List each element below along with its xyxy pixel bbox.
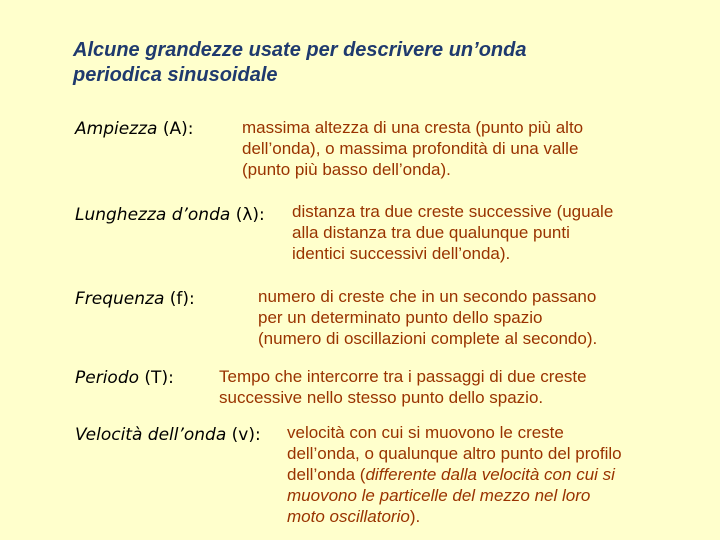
definition-text: dell’onda ( xyxy=(287,465,366,484)
term-label: Lunghezza d’onda xyxy=(75,205,231,225)
definition-frequenza xyxy=(258,286,597,349)
definition-italic-text: differente dalla velocità con cui si xyxy=(365,465,615,484)
definition-ampiezza xyxy=(242,117,583,180)
definition-line: Tempo che intercorre tra i passaggi di due creste xyxy=(219,367,587,386)
term-symbol: (v): xyxy=(231,425,261,445)
definition-line: identici successivi dell’onda). xyxy=(292,244,511,263)
term-periodo xyxy=(75,368,174,388)
term-symbol: (A): xyxy=(162,119,194,139)
definition-line xyxy=(287,506,622,527)
definition-velocita-onda xyxy=(287,422,622,527)
term-label: Frequenza xyxy=(75,289,165,309)
page-title xyxy=(73,38,673,88)
definition-line: successive nello stesso punto dello spazio. xyxy=(219,388,544,407)
definition-line xyxy=(287,464,622,485)
definition-line: massima altezza di una cresta (punto più alto xyxy=(242,118,584,137)
definition-lunghezza-onda xyxy=(292,201,613,264)
definition-line: distanza tra due creste successive (uguale xyxy=(292,202,614,221)
definition-line: dell’onda, o qualunque altro punto del profilo xyxy=(287,444,622,463)
term-lunghezza-onda xyxy=(75,205,265,225)
term-label: Velocità dell’onda xyxy=(75,425,227,445)
term-ampiezza xyxy=(75,119,193,139)
title-line-1: Alcune grandezze usate per descrivere un’onda xyxy=(73,39,527,61)
definition-line: per un determinato punto dello spazio xyxy=(258,308,543,327)
term-symbol: (f): xyxy=(169,289,195,309)
definition-italic-text: moto oscillatorio xyxy=(287,507,410,526)
definition-line: velocità con cui si muovono le creste xyxy=(287,423,564,442)
definition-line: numero di creste che in un secondo passano xyxy=(258,287,597,306)
definition-line: (punto più basso dell’onda). xyxy=(242,160,451,179)
definition-line: muovono le particelle del mezzo nel loro xyxy=(287,486,591,505)
definition-text: ). xyxy=(409,507,421,526)
definition-line: (numero di oscillazioni complete al secondo). xyxy=(258,329,598,348)
definition-periodo xyxy=(219,366,587,408)
term-label: Periodo xyxy=(75,368,140,388)
term-velocita-onda xyxy=(75,425,261,445)
term-symbol: (λ): xyxy=(235,205,265,225)
title-line-2: periodica sinusoidale xyxy=(73,64,278,86)
definition-line: alla distanza tra due qualunque punti xyxy=(292,223,570,242)
definition-line: dell’onda), o massima profondità di una valle xyxy=(242,139,579,158)
term-label: Ampiezza xyxy=(75,119,158,139)
term-frequenza xyxy=(75,289,195,309)
term-symbol: (T): xyxy=(144,368,174,388)
